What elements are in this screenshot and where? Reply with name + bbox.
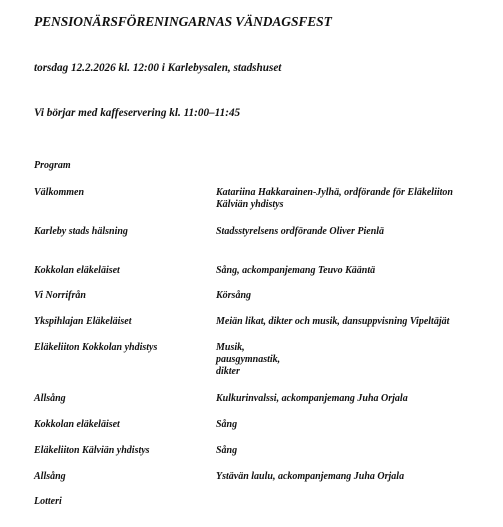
program-detail: Musik, [216, 342, 245, 353]
event-date-line: torsdag 12.2.2026 kl. 12:00 i Karlebysalen, stadshuset [34, 62, 282, 74]
program-detail: Meiän likat, dikter och musik, dansuppvisning Vipeltäjät [216, 316, 450, 327]
program-item: Eläkeliiton Kokkolan yhdistys [34, 342, 158, 353]
program-details [216, 316, 496, 328]
program-detail: pausgymnastik, [216, 354, 281, 365]
program-detail: Kälviän yhdistys [216, 199, 284, 210]
program-details [216, 419, 496, 431]
program-item: Vi Norrifrån [34, 290, 86, 301]
program-detail: Sång [216, 419, 238, 430]
program-details [216, 342, 496, 378]
program-details [216, 187, 496, 211]
program-details [216, 265, 496, 277]
program-item: Karleby stads hälsning [34, 226, 128, 237]
program-detail: Sång [216, 445, 238, 456]
program-detail: Stadsstyrelsens ordförande Oliver Pienlä [216, 226, 385, 237]
program-details [216, 226, 496, 238]
program-detail: Kulkurinvalssi, ackompanjemang Juha Orjala [216, 393, 408, 404]
program-detail: Sång, ackompanjemang Teuvo Kääntä [216, 265, 376, 276]
program-item: Lotteri [34, 496, 62, 507]
document-title: PENSIONÄRSFÖRENINGARNAS VÄNDAGSFEST [34, 14, 332, 29]
program-detail: dikter [216, 366, 240, 377]
program-detail: Ystävän laulu, ackompanjemang Juha Orjala [216, 471, 405, 482]
program-heading: Program [34, 160, 71, 171]
program-detail: Körsång [216, 290, 252, 301]
document-page [34, 0, 496, 527]
coffee-line: Vi börjar med kaffeservering kl. 11:00–11:45 [34, 107, 241, 119]
program-item: Allsång [34, 393, 66, 404]
program-details [216, 290, 496, 302]
program-item: Ykspihlajan Eläkeläiset [34, 316, 132, 327]
program-item: Kokkolan eläkeläiset [34, 419, 120, 430]
program-details [216, 445, 496, 457]
program-item: Kokkolan eläkeläiset [34, 265, 120, 276]
program-item: Allsång [34, 471, 66, 482]
program-detail: Katariina Hakkarainen-Jylhä, ordförande för Eläkeliiton [216, 187, 453, 198]
program-item: Välkommen [34, 187, 85, 198]
program-details [216, 471, 496, 483]
program-item: Eläkeliiton Kälviän yhdistys [34, 445, 150, 456]
program-details [216, 393, 496, 405]
